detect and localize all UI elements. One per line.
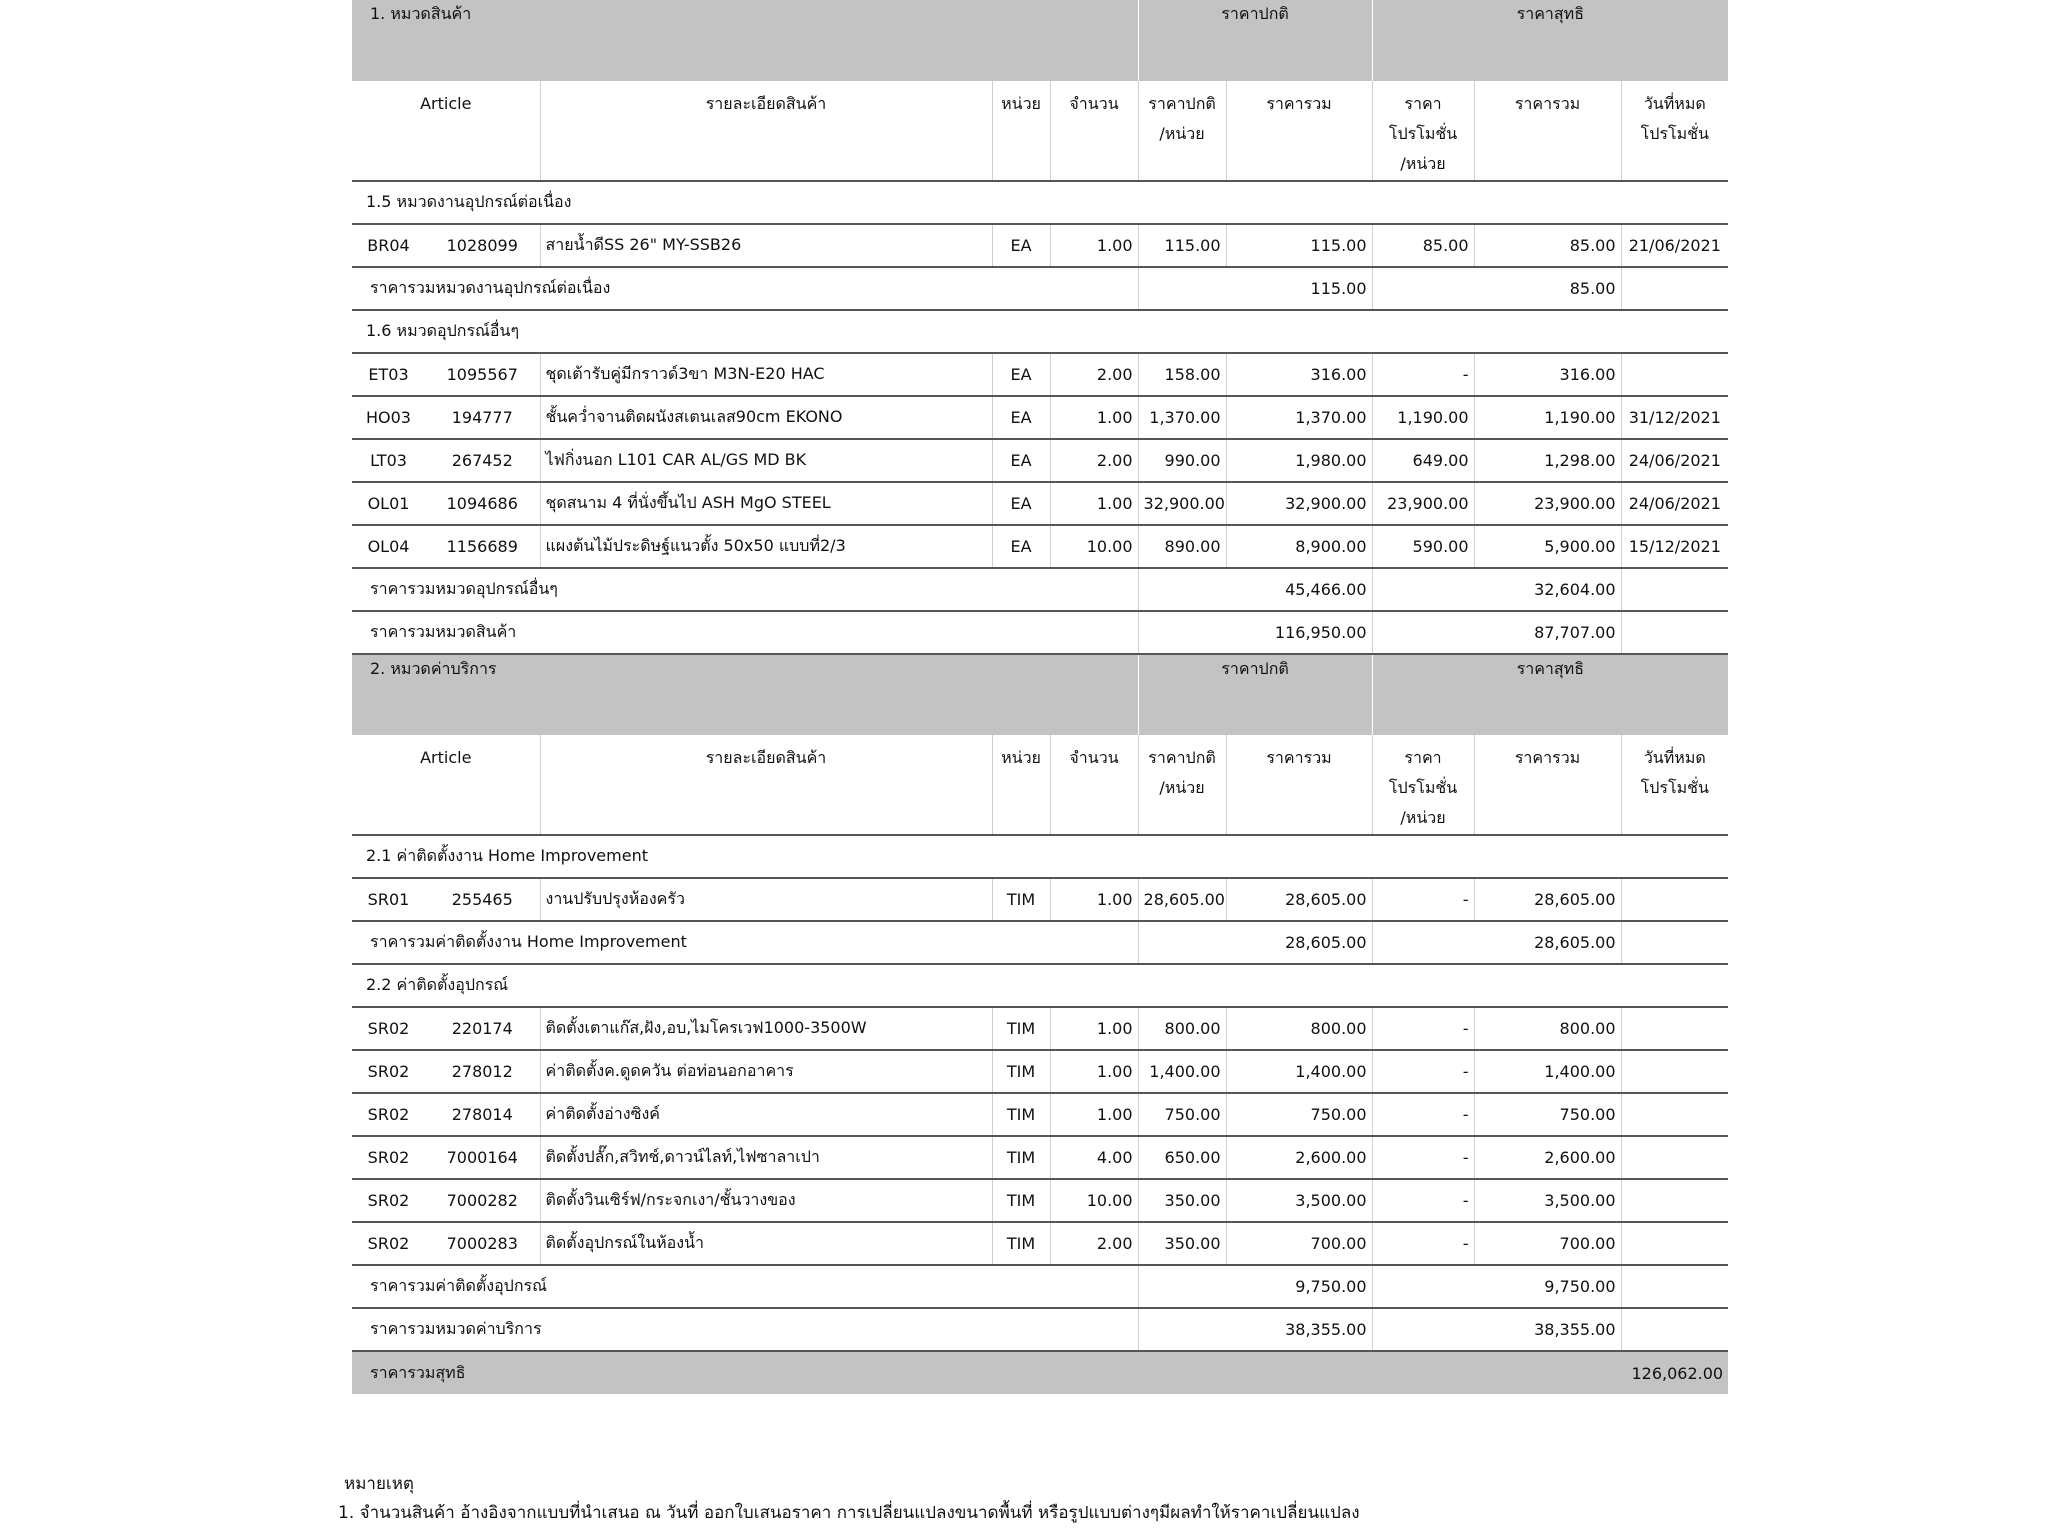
item-article: 220174 bbox=[425, 1007, 540, 1050]
column-header: หน่วย bbox=[992, 735, 1050, 835]
item-article: 1028099 bbox=[425, 224, 540, 267]
item-promo-total: 750.00 bbox=[1474, 1093, 1621, 1136]
item-unit-price: 890.00 bbox=[1138, 525, 1226, 568]
subtotal-blank bbox=[1138, 568, 1226, 611]
item-quantity: 1.00 bbox=[1050, 878, 1138, 921]
group-title-row bbox=[352, 181, 1728, 224]
item-unit-price: 650.00 bbox=[1138, 1136, 1226, 1179]
table-row bbox=[352, 1222, 1728, 1265]
item-total: 115.00 bbox=[1226, 224, 1372, 267]
column-header: หน่วย bbox=[992, 81, 1050, 181]
item-code: OL04 bbox=[352, 525, 425, 568]
item-unit: TIM bbox=[992, 1050, 1050, 1093]
group-title: 1.5 หมวดงานอุปกรณ์ต่อเนื่อง bbox=[352, 181, 1728, 224]
group-title: 1.6 หมวดอุปกรณ์อื่นๆ bbox=[352, 310, 1728, 353]
item-quantity: 10.00 bbox=[1050, 1179, 1138, 1222]
item-promo-total: 85.00 bbox=[1474, 224, 1621, 267]
table-row bbox=[352, 396, 1728, 439]
column-header: ราคาปกติ /หน่วย bbox=[1138, 81, 1226, 181]
section-total-normal: 116,950.00 bbox=[1226, 611, 1372, 654]
item-promo-total: 700.00 bbox=[1474, 1222, 1621, 1265]
table-row bbox=[352, 525, 1728, 568]
item-description: ไฟกิ่งนอก L101 CAR AL/GS MD BK bbox=[540, 439, 992, 482]
item-quantity: 1.00 bbox=[1050, 482, 1138, 525]
item-code: LT03 bbox=[352, 439, 425, 482]
item-unit-price: 990.00 bbox=[1138, 439, 1226, 482]
item-total: 700.00 bbox=[1226, 1222, 1372, 1265]
item-total: 1,980.00 bbox=[1226, 439, 1372, 482]
item-promo-price: - bbox=[1372, 1093, 1474, 1136]
item-description: แผงต้นไม้ประดิษฐ์แนวตั้ง 50x50 แบบที่2/3 bbox=[540, 525, 992, 568]
item-quantity: 1.00 bbox=[1050, 1093, 1138, 1136]
item-description: งานปรับปรุงห้องครัว bbox=[540, 878, 992, 921]
item-promo-end: 31/12/2021 bbox=[1621, 396, 1728, 439]
item-code: SR02 bbox=[352, 1007, 425, 1050]
item-promo-price: - bbox=[1372, 353, 1474, 396]
subtotal-blank bbox=[1372, 1265, 1474, 1308]
item-code: SR02 bbox=[352, 1050, 425, 1093]
item-promo-total: 1,190.00 bbox=[1474, 396, 1621, 439]
subtotal-normal: 115.00 bbox=[1226, 267, 1372, 310]
section-total-blank bbox=[1138, 611, 1226, 654]
section-header bbox=[352, 654, 1728, 735]
item-total: 32,900.00 bbox=[1226, 482, 1372, 525]
column-header: ราคารวม bbox=[1226, 735, 1372, 835]
column-header: จำนวน bbox=[1050, 81, 1138, 181]
note-line: 1. จำนวนสินค้า อ้างอิงจากแบบที่นำเสนอ ณ วันที่ ออกใบเสนอราคา การเปลี่ยนแปลงขนาดพื้นที่ หรือรูปแบบต่างๆมีผลทำให้ราคาเปลี่ยนแปลง bbox=[338, 1503, 1360, 1523]
subtotal-label: ราคารวมค่าติดตั้งอุปกรณ์ bbox=[352, 1265, 1138, 1308]
table-row bbox=[352, 1007, 1728, 1050]
section-total-label: ราคารวมหมวดสินค้า bbox=[352, 611, 1138, 654]
item-article: 194777 bbox=[425, 396, 540, 439]
item-article: 255465 bbox=[425, 878, 540, 921]
price-net-label: ราคาสุทธิ bbox=[1372, 654, 1728, 735]
item-total: 3,500.00 bbox=[1226, 1179, 1372, 1222]
section-total-row bbox=[352, 611, 1728, 654]
column-header: ราคารวม bbox=[1226, 81, 1372, 181]
item-description: ค่าติดตั้งอ่างซิงค์ bbox=[540, 1093, 992, 1136]
subtotal-row bbox=[352, 921, 1728, 964]
subtotal-normal: 9,750.00 bbox=[1226, 1265, 1372, 1308]
item-unit-price: 350.00 bbox=[1138, 1222, 1226, 1265]
item-promo-end bbox=[1621, 1136, 1728, 1179]
item-promo-price: 649.00 bbox=[1372, 439, 1474, 482]
item-code: SR01 bbox=[352, 878, 425, 921]
subtotal-blank bbox=[1621, 568, 1728, 611]
column-header: จำนวน bbox=[1050, 735, 1138, 835]
grand-total-value: 126,062.00 bbox=[1621, 1351, 1728, 1394]
item-promo-end: 15/12/2021 bbox=[1621, 525, 1728, 568]
item-unit-price: 28,605.00 bbox=[1138, 878, 1226, 921]
quotation-table bbox=[352, 0, 1728, 1394]
grand-total-blank bbox=[1372, 1351, 1621, 1394]
section-total-label: ราคารวมหมวดค่าบริการ bbox=[352, 1308, 1138, 1351]
item-promo-end bbox=[1621, 1007, 1728, 1050]
section-total-blank bbox=[1138, 1308, 1226, 1351]
item-promo-total: 23,900.00 bbox=[1474, 482, 1621, 525]
item-promo-total: 3,500.00 bbox=[1474, 1179, 1621, 1222]
item-unit-price: 115.00 bbox=[1138, 224, 1226, 267]
item-quantity: 2.00 bbox=[1050, 439, 1138, 482]
item-total: 800.00 bbox=[1226, 1007, 1372, 1050]
item-description: ติดตั้งปลั๊ก,สวิทช์,ดาวน์ไลท์,ไฟซาลาเปา bbox=[540, 1136, 992, 1179]
subtotal-blank bbox=[1372, 921, 1474, 964]
column-headers bbox=[352, 81, 1728, 181]
item-unit: TIM bbox=[992, 1007, 1050, 1050]
item-quantity: 2.00 bbox=[1050, 353, 1138, 396]
item-unit: TIM bbox=[992, 878, 1050, 921]
item-article: 1095567 bbox=[425, 353, 540, 396]
group-title: 2.1 ค่าติดตั้งงาน Home Improvement bbox=[352, 835, 1728, 878]
item-quantity: 10.00 bbox=[1050, 525, 1138, 568]
item-unit: EA bbox=[992, 396, 1050, 439]
item-unit: EA bbox=[992, 353, 1050, 396]
column-header: Article bbox=[352, 81, 540, 181]
subtotal-row bbox=[352, 1265, 1728, 1308]
item-promo-price: - bbox=[1372, 1050, 1474, 1093]
item-promo-end bbox=[1621, 1093, 1728, 1136]
item-promo-end: 24/06/2021 bbox=[1621, 439, 1728, 482]
item-code: SR02 bbox=[352, 1136, 425, 1179]
item-total: 8,900.00 bbox=[1226, 525, 1372, 568]
item-description: ติดตั้งวินเซิร์ฟ/กระจกเงา/ชั้นวางของ bbox=[540, 1179, 992, 1222]
item-article: 7000282 bbox=[425, 1179, 540, 1222]
item-code: BR04 bbox=[352, 224, 425, 267]
item-total: 1,400.00 bbox=[1226, 1050, 1372, 1093]
item-description: ติดตั้งอุปกรณ์ในห้องน้ำ bbox=[540, 1222, 992, 1265]
item-promo-total: 800.00 bbox=[1474, 1007, 1621, 1050]
subtotal-blank bbox=[1372, 568, 1474, 611]
section-total-blank bbox=[1621, 1308, 1728, 1351]
section-title: 1. หมวดสินค้า bbox=[352, 0, 1138, 81]
group-title-row bbox=[352, 835, 1728, 878]
price-net-label: ราคาสุทธิ bbox=[1372, 0, 1728, 81]
item-promo-price: - bbox=[1372, 1007, 1474, 1050]
subtotal-blank bbox=[1621, 267, 1728, 310]
group-title-row bbox=[352, 964, 1728, 1007]
section-total-row bbox=[352, 1308, 1728, 1351]
notes bbox=[338, 1470, 1360, 1528]
item-promo-total: 1,298.00 bbox=[1474, 439, 1621, 482]
subtotal-blank bbox=[1372, 267, 1474, 310]
subtotal-label: ราคารวมหมวดอุปกรณ์อื่นๆ bbox=[352, 568, 1138, 611]
item-unit: TIM bbox=[992, 1136, 1050, 1179]
item-article: 1094686 bbox=[425, 482, 540, 525]
item-promo-price: - bbox=[1372, 878, 1474, 921]
item-promo-end bbox=[1621, 1179, 1728, 1222]
item-unit-price: 750.00 bbox=[1138, 1093, 1226, 1136]
item-unit-price: 1,370.00 bbox=[1138, 396, 1226, 439]
item-promo-total: 28,605.00 bbox=[1474, 878, 1621, 921]
item-article: 1156689 bbox=[425, 525, 540, 568]
subtotal-blank bbox=[1621, 921, 1728, 964]
item-article: 278012 bbox=[425, 1050, 540, 1093]
subtotal-blank bbox=[1621, 1265, 1728, 1308]
item-code: ET03 bbox=[352, 353, 425, 396]
item-description: สายน้ำดีSS 26" MY-SSB26 bbox=[540, 224, 992, 267]
item-article: 278014 bbox=[425, 1093, 540, 1136]
table-row bbox=[352, 1050, 1728, 1093]
item-promo-price: 590.00 bbox=[1372, 525, 1474, 568]
section-total-blank bbox=[1621, 611, 1728, 654]
section-total-net: 87,707.00 bbox=[1474, 611, 1621, 654]
item-unit-price: 158.00 bbox=[1138, 353, 1226, 396]
item-total: 28,605.00 bbox=[1226, 878, 1372, 921]
item-quantity: 1.00 bbox=[1050, 224, 1138, 267]
item-promo-end: 21/06/2021 bbox=[1621, 224, 1728, 267]
table-row bbox=[352, 1179, 1728, 1222]
item-promo-end bbox=[1621, 878, 1728, 921]
item-total: 2,600.00 bbox=[1226, 1136, 1372, 1179]
subtotal-label: ราคารวมค่าติดตั้งงาน Home Improvement bbox=[352, 921, 1138, 964]
item-description: ชุดสนาม 4 ที่นั่งขึ้นไป ASH MgO STEEL bbox=[540, 482, 992, 525]
subtotal-net: 9,750.00 bbox=[1474, 1265, 1621, 1308]
price-normal-label: ราคาปกติ bbox=[1138, 654, 1372, 735]
section-title: 2. หมวดค่าบริการ bbox=[352, 654, 1138, 735]
item-code: SR02 bbox=[352, 1093, 425, 1136]
item-unit: EA bbox=[992, 224, 1050, 267]
column-header: ราคารวม bbox=[1474, 81, 1621, 181]
table-row bbox=[352, 439, 1728, 482]
item-description: ชั้นคว่ำจานติดผนังสเตนเลส90cm EKONO bbox=[540, 396, 992, 439]
item-promo-price: - bbox=[1372, 1136, 1474, 1179]
item-description: ค่าติดตั้งค.ดูดควัน ต่อท่อนอกอาคาร bbox=[540, 1050, 992, 1093]
item-code: SR02 bbox=[352, 1179, 425, 1222]
column-header: รายละเอียดสินค้า bbox=[540, 735, 992, 835]
item-unit-price: 1,400.00 bbox=[1138, 1050, 1226, 1093]
item-promo-total: 316.00 bbox=[1474, 353, 1621, 396]
subtotal-net: 85.00 bbox=[1474, 267, 1621, 310]
column-header: รายละเอียดสินค้า bbox=[540, 81, 992, 181]
item-total: 1,370.00 bbox=[1226, 396, 1372, 439]
item-promo-end: 24/06/2021 bbox=[1621, 482, 1728, 525]
item-quantity: 4.00 bbox=[1050, 1136, 1138, 1179]
subtotal-blank bbox=[1138, 921, 1226, 964]
group-title: 2.2 ค่าติดตั้งอุปกรณ์ bbox=[352, 964, 1728, 1007]
column-header: วันที่หมด โปรโมชั่น bbox=[1621, 735, 1728, 835]
item-promo-end bbox=[1621, 1222, 1728, 1265]
item-code: HO03 bbox=[352, 396, 425, 439]
item-total: 316.00 bbox=[1226, 353, 1372, 396]
section-header bbox=[352, 0, 1728, 81]
table-row bbox=[352, 353, 1728, 396]
item-article: 7000283 bbox=[425, 1222, 540, 1265]
subtotal-row bbox=[352, 267, 1728, 310]
table-row bbox=[352, 878, 1728, 921]
item-description: ติดตั้งเตาแก๊ส,ฝัง,อบ,ไมโครเวฟ1000-3500W bbox=[540, 1007, 992, 1050]
item-promo-end bbox=[1621, 353, 1728, 396]
item-unit: EA bbox=[992, 439, 1050, 482]
item-promo-price: 1,190.00 bbox=[1372, 396, 1474, 439]
column-headers bbox=[352, 735, 1728, 835]
notes-title: หมายเหตุ bbox=[344, 1474, 414, 1494]
column-header: ราคา โปรโมชั่น /หน่วย bbox=[1372, 81, 1474, 181]
item-total: 750.00 bbox=[1226, 1093, 1372, 1136]
column-header: Article bbox=[352, 735, 540, 835]
item-unit: TIM bbox=[992, 1222, 1050, 1265]
item-quantity: 1.00 bbox=[1050, 1007, 1138, 1050]
item-unit-price: 800.00 bbox=[1138, 1007, 1226, 1050]
grand-total-row bbox=[352, 1351, 1728, 1394]
subtotal-row bbox=[352, 568, 1728, 611]
table-row bbox=[352, 1093, 1728, 1136]
item-promo-price: - bbox=[1372, 1222, 1474, 1265]
subtotal-net: 32,604.00 bbox=[1474, 568, 1621, 611]
table-row bbox=[352, 1136, 1728, 1179]
section-total-blank bbox=[1372, 1308, 1474, 1351]
column-header: วันที่หมด โปรโมชั่น bbox=[1621, 81, 1728, 181]
item-quantity: 2.00 bbox=[1050, 1222, 1138, 1265]
item-quantity: 1.00 bbox=[1050, 1050, 1138, 1093]
notes-lines bbox=[338, 1499, 1360, 1528]
item-unit: EA bbox=[992, 482, 1050, 525]
column-header: ราคา โปรโมชั่น /หน่วย bbox=[1372, 735, 1474, 835]
item-promo-end bbox=[1621, 1050, 1728, 1093]
item-code: OL01 bbox=[352, 482, 425, 525]
table-row bbox=[352, 482, 1728, 525]
item-promo-price: - bbox=[1372, 1179, 1474, 1222]
subtotal-blank bbox=[1138, 267, 1226, 310]
subtotal-normal: 28,605.00 bbox=[1226, 921, 1372, 964]
item-article: 267452 bbox=[425, 439, 540, 482]
subtotal-blank bbox=[1138, 1265, 1226, 1308]
table-row bbox=[352, 224, 1728, 267]
subtotal-normal: 45,466.00 bbox=[1226, 568, 1372, 611]
item-promo-total: 2,600.00 bbox=[1474, 1136, 1621, 1179]
item-promo-price: 23,900.00 bbox=[1372, 482, 1474, 525]
item-description: ชุดเต้ารับคู่มีกราวด์3ขา M3N-E20 HAC bbox=[540, 353, 992, 396]
price-normal-label: ราคาปกติ bbox=[1138, 0, 1372, 81]
item-unit-price: 350.00 bbox=[1138, 1179, 1226, 1222]
quotation-document bbox=[352, 0, 1728, 1394]
item-unit: EA bbox=[992, 525, 1050, 568]
item-promo-total: 1,400.00 bbox=[1474, 1050, 1621, 1093]
subtotal-net: 28,605.00 bbox=[1474, 921, 1621, 964]
group-title-row bbox=[352, 310, 1728, 353]
item-quantity: 1.00 bbox=[1050, 396, 1138, 439]
subtotal-label: ราคารวมหมวดงานอุปกรณ์ต่อเนื่อง bbox=[352, 267, 1138, 310]
column-header: ราคารวม bbox=[1474, 735, 1621, 835]
section-total-net: 38,355.00 bbox=[1474, 1308, 1621, 1351]
item-unit-price: 32,900.00 bbox=[1138, 482, 1226, 525]
column-header: ราคาปกติ /หน่วย bbox=[1138, 735, 1226, 835]
item-promo-total: 5,900.00 bbox=[1474, 525, 1621, 568]
grand-total-label: ราคารวมสุทธิ bbox=[352, 1351, 1372, 1394]
item-code: SR02 bbox=[352, 1222, 425, 1265]
item-promo-price: 85.00 bbox=[1372, 224, 1474, 267]
item-article: 7000164 bbox=[425, 1136, 540, 1179]
section-total-normal: 38,355.00 bbox=[1226, 1308, 1372, 1351]
section-total-blank bbox=[1372, 611, 1474, 654]
item-unit: TIM bbox=[992, 1093, 1050, 1136]
item-unit: TIM bbox=[992, 1179, 1050, 1222]
